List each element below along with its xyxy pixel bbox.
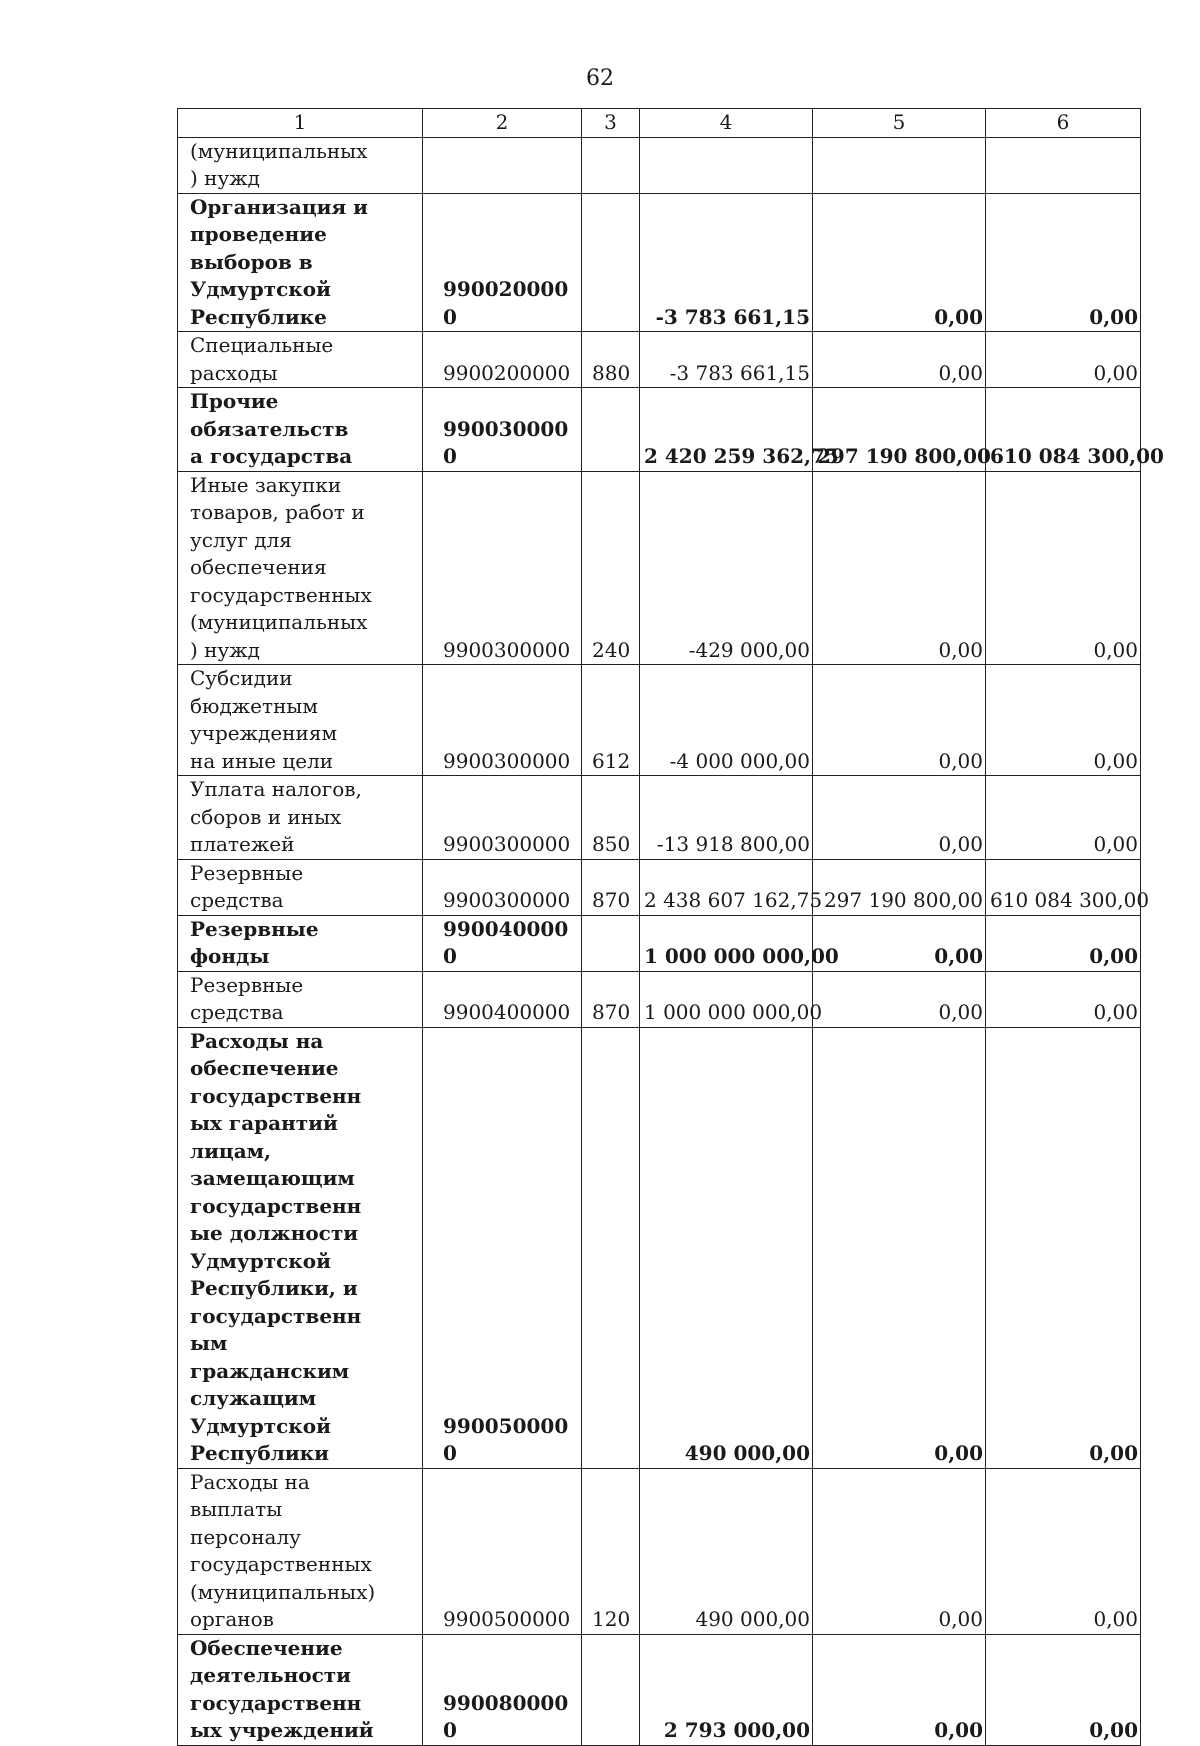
row-value-col4: 1 000 000 000,00 — [640, 971, 813, 1027]
row-value-col4: 490 000,00 — [640, 1468, 813, 1634]
row-name-text: Расходы на обеспечение государственных гарантий лицам, замещающим государственные должности Удмуртской Республики, и государственным гражданским служащим Удмуртской Республики — [190, 1028, 362, 1465]
row-value-col5: 0,00 — [813, 915, 986, 971]
row-value-col4: 490 000,00 — [640, 1027, 813, 1468]
table-row — [178, 665, 1141, 776]
row-value-col6: 0,00 — [986, 193, 1141, 332]
table-row — [178, 1634, 1141, 1745]
row-value-col6: 0,00 — [986, 332, 1141, 388]
row-value-col6: 0,00 — [986, 776, 1141, 860]
row-name-text: Специальные расходы — [190, 333, 334, 385]
header-cell: 6 — [986, 109, 1141, 138]
row-code-cell: 9900400000 — [423, 971, 582, 1027]
header-cell: 3 — [582, 109, 640, 138]
row-code-cell: 9900200000 — [423, 193, 582, 332]
table-row — [178, 1027, 1141, 1468]
row-code-cell: 9900300000 — [423, 471, 582, 665]
row-name-cell — [178, 388, 423, 472]
row-name-text: Обеспечение деятельности государственных учреждений — [190, 1635, 374, 1742]
row-value-col6: 0,00 — [986, 1634, 1141, 1745]
row-code-cell: 9900500000 — [423, 1027, 582, 1468]
row-name-cell — [178, 971, 423, 1027]
row-value-col4: -3 783 661,15 — [640, 332, 813, 388]
row-value-col4: 2 793 000,00 — [640, 1634, 813, 1745]
row-value-col4: 2 438 607 162,75 — [640, 859, 813, 915]
table-row — [178, 1468, 1141, 1634]
row-code-cell: 9900200000 — [423, 332, 582, 388]
row-code-cell: 9900300000 — [423, 388, 582, 472]
row-code-cell: 9900300000 — [423, 665, 582, 776]
row-type-cell: 120 — [582, 1468, 640, 1634]
row-value-col6: 610 084 300,00 — [986, 859, 1141, 915]
row-type-cell — [582, 1634, 640, 1745]
row-type-cell — [582, 193, 640, 332]
row-type-cell: 870 — [582, 971, 640, 1027]
header-cell: 5 — [813, 109, 986, 138]
row-value-col6: 0,00 — [986, 915, 1141, 971]
table-row — [178, 859, 1141, 915]
row-type-cell: 850 — [582, 776, 640, 860]
row-name-cell — [178, 137, 423, 193]
row-name-text: Субсидии бюджетным учреждениям на иные цели — [190, 666, 338, 773]
row-value-col5 — [813, 137, 986, 193]
row-value-col5: 0,00 — [813, 665, 986, 776]
row-value-col5: 0,00 — [813, 332, 986, 388]
header-cell: 1 — [178, 109, 423, 138]
row-value-col4: 2 420 259 362,75 — [640, 388, 813, 472]
row-value-col6: 0,00 — [986, 971, 1141, 1027]
row-value-col6 — [986, 137, 1141, 193]
header-cell: 2 — [423, 109, 582, 138]
row-code-cell: 9900300000 — [423, 776, 582, 860]
row-value-col5: 0,00 — [813, 1468, 986, 1634]
row-type-cell: 240 — [582, 471, 640, 665]
row-value-col5: 0,00 — [813, 776, 986, 860]
page-number: 62 — [586, 66, 614, 91]
table-row — [178, 388, 1141, 472]
row-name-cell — [178, 332, 423, 388]
row-name-text: Расходы на выплаты персоналу государственных (муниципальных) органов — [190, 1469, 376, 1631]
row-value-col5: 0,00 — [813, 193, 986, 332]
row-name-text: Организация и проведение выборов в Удмуртской Республике — [190, 194, 368, 329]
row-name-cell — [178, 859, 423, 915]
row-value-col4: -3 783 661,15 — [640, 193, 813, 332]
row-type-cell: 870 — [582, 859, 640, 915]
table-row — [178, 137, 1141, 193]
row-value-col5: 0,00 — [813, 971, 986, 1027]
row-value-col4: -429 000,00 — [640, 471, 813, 665]
row-name-text: (муниципальных) нужд — [190, 138, 368, 190]
row-name-text: Резервные средства — [190, 860, 304, 912]
row-name-cell — [178, 471, 423, 665]
row-value-col6: 610 084 300,00 — [986, 388, 1141, 472]
row-value-col4: -13 918 800,00 — [640, 776, 813, 860]
table-row — [178, 471, 1141, 665]
row-value-col5: 0,00 — [813, 1027, 986, 1468]
table-row — [178, 193, 1141, 332]
row-type-cell — [582, 137, 640, 193]
row-value-col5: 297 190 800,00 — [813, 388, 986, 472]
row-value-col4: -4 000 000,00 — [640, 665, 813, 776]
row-value-col6: 0,00 — [986, 471, 1141, 665]
row-type-cell — [582, 915, 640, 971]
row-name-cell — [178, 776, 423, 860]
row-value-col4: 1 000 000 000,00 — [640, 915, 813, 971]
row-type-cell — [582, 1027, 640, 1468]
table-row — [178, 915, 1141, 971]
row-name-text: Резервные фонды — [190, 916, 319, 968]
row-code-cell: 9900500000 — [423, 1468, 582, 1634]
row-name-cell — [178, 1634, 423, 1745]
row-code-cell — [423, 137, 582, 193]
row-value-col5: 297 190 800,00 — [813, 859, 986, 915]
table-body — [178, 109, 1164, 1746]
row-name-text: Уплата налогов, сборов и иных платежей — [190, 777, 362, 856]
table-header-row — [178, 109, 1141, 138]
row-type-cell — [582, 388, 640, 472]
table-row — [178, 332, 1141, 388]
row-value-col5: 0,00 — [813, 1634, 986, 1745]
row-value-col6: 0,00 — [986, 1027, 1141, 1468]
row-code-cell: 9900300000 — [423, 859, 582, 915]
row-name-text: Прочие обязательства государства — [190, 389, 353, 468]
budget-table — [177, 108, 1164, 1746]
row-name-cell — [178, 915, 423, 971]
row-code-cell: 9900400000 — [423, 915, 582, 971]
table-row — [178, 776, 1141, 860]
row-name-cell — [178, 1027, 423, 1468]
table-row — [178, 971, 1141, 1027]
row-value-col6: 0,00 — [986, 665, 1141, 776]
row-type-cell: 612 — [582, 665, 640, 776]
row-value-col5: 0,00 — [813, 471, 986, 665]
row-type-cell: 880 — [582, 332, 640, 388]
row-name-text: Резервные средства — [190, 972, 304, 1024]
row-name-cell — [178, 1468, 423, 1634]
row-value-col4 — [640, 137, 813, 193]
row-value-col6: 0,00 — [986, 1468, 1141, 1634]
row-name-cell — [178, 193, 423, 332]
row-name-cell — [178, 665, 423, 776]
row-name-text: Иные закупки товаров, работ и услуг для обеспечения государственных (муниципальных) нужд — [190, 472, 372, 662]
header-cell: 4 — [640, 109, 813, 138]
row-code-cell: 9900800000 — [423, 1634, 582, 1745]
